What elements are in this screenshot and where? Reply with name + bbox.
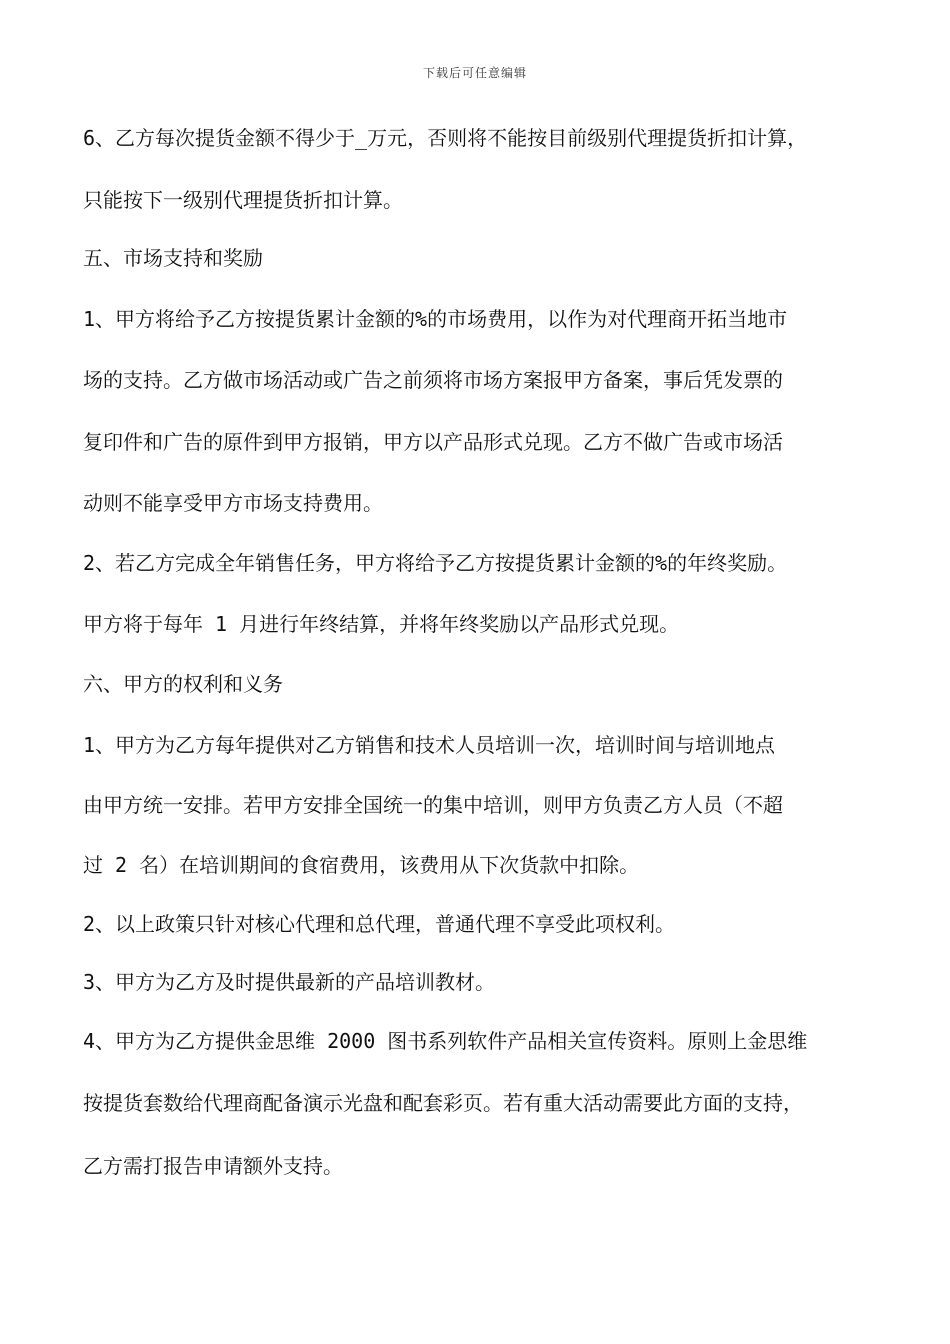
paragraph-line: 甲方将于每年 1 月进行年终结算，并将年终奖励以产品形式兑现。 [83, 612, 680, 636]
paragraph-line: 只能按下一级别代理提货折扣计算。 [83, 188, 403, 212]
paragraph-line: 3、甲方为乙方及时提供最新的产品培训教材。 [83, 970, 496, 994]
paragraph-line: 6、乙方每次提货金额不得少于_万元，否则将不能按目前级别代理提货折扣计算， [83, 126, 808, 150]
section-heading: 六、甲方的权利和义务 [83, 672, 283, 696]
paragraph-line: 按提货套数给代理商配备演示光盘和配套彩页。若有重大活动需要此方面的支持， [83, 1091, 803, 1115]
paragraph-line: 动则不能享受甲方市场支持费用。 [83, 491, 383, 515]
paragraph-line: 复印件和广告的原件到甲方报销，甲方以产品形式兑现。乙方不做广告或市场活 [83, 430, 783, 454]
paragraph-line: 乙方需打报告申请额外支持。 [83, 1154, 343, 1178]
paragraph-line: 1、甲方将给予乙方按提货累计金额的%的市场费用，以作为对代理商开拓当地市 [83, 307, 788, 331]
paragraph-line: 由甲方统一安排。若甲方安排全国统一的集中培训，则甲方负责乙方人员（不超 [83, 793, 783, 817]
paragraph-line: 2、若乙方完成全年销售任务，甲方将给予乙方按提货累计金额的%的年终奖励。 [83, 551, 788, 575]
page-header: 下载后可任意编辑 [422, 66, 527, 80]
paragraph-line: 4、甲方为乙方提供金思维 2000 图书系列软件产品相关宣传资料。原则上金思维 [83, 1029, 808, 1053]
paragraph-line: 过 2 名）在培训期间的食宿费用，该费用从下次货款中扣除。 [83, 853, 640, 877]
paragraph-line: 1、甲方为乙方每年提供对乙方销售和技术人员培训一次，培训时间与培训地点 [83, 733, 776, 757]
paragraph-line: 场的支持。乙方做市场活动或广告之前须将市场方案报甲方备案，事后凭发票的 [83, 368, 783, 392]
paragraph-line: 2、以上政策只针对核心代理和总代理，普通代理不享受此项权利。 [83, 912, 676, 936]
section-heading: 五、市场支持和奖励 [83, 246, 263, 270]
